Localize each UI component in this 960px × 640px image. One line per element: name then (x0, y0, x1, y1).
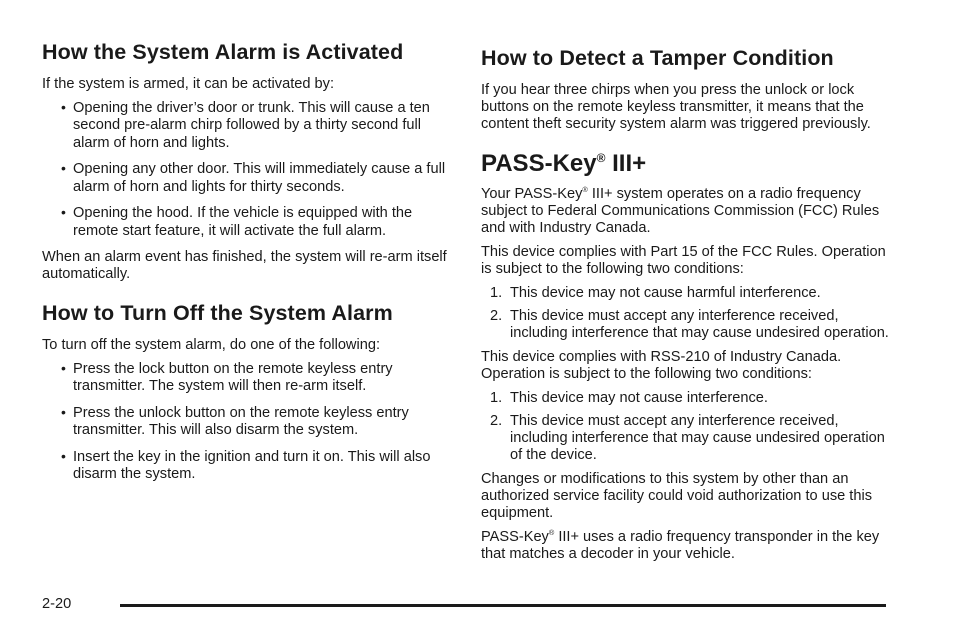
list-item-text: This device may not cause harmful interference. (510, 285, 821, 302)
section-heading-turn-off-alarm: How to Turn Off the System Alarm (42, 301, 393, 326)
section-heading-pass-key (481, 151, 891, 177)
registered-mark: ® (582, 185, 588, 195)
list-item: • Opening the hood. If the vehicle is equipped with the remote start feature, it will activate the full alarm. (42, 205, 450, 240)
text-span: PASS-Key (481, 529, 549, 546)
paragraph-activation-intro: If the system is armed, it can be activated by: (42, 75, 335, 92)
list-item-text: This device must accept any interference received, including interference that may cause undesired operation of the device. (510, 413, 885, 464)
text-span: Your PASS-Key (481, 186, 583, 203)
list-number: 1. (490, 390, 503, 407)
numbered-list-fcc (481, 285, 891, 342)
paragraph-turn-off-intro: To turn off the system alarm, do one of the following: (42, 336, 380, 353)
section-heading-alarm-activated: How the System Alarm is Activated (42, 40, 404, 64)
paragraph-tamper: If you hear three chirps when you press the unlock or lock buttons on the remote keyless transmitter, it means that the content theft security system alarm was triggered previously. (481, 81, 871, 132)
paragraph-pass-key-intro (481, 186, 891, 237)
paragraph-modifications: Changes or modifications to this system by other than an authorized service facility could void authorization to use this equipment. (481, 471, 872, 522)
registered-mark: ® (548, 528, 555, 538)
list-item-text: This device must accept any interference received, including interference that may cause undesired operation. (510, 308, 889, 342)
text-span: III+ uses a radio frequency transponder in the key that matches a decoder in your vehicle. (481, 529, 880, 563)
list-item (481, 285, 891, 302)
list-item (481, 390, 891, 407)
list-number: 1. (490, 285, 503, 302)
bullet-list-turn-off (42, 361, 450, 484)
list-item: • Opening any other door. This will immediately cause a full alarm of horn and lights for thirty seconds. (42, 161, 450, 196)
numbered-list-rss (481, 390, 891, 464)
heading-text: PASS-Key (481, 149, 597, 177)
right-column (481, 40, 891, 570)
list-item (481, 308, 891, 342)
list-number: 2. (490, 413, 503, 430)
list-item: • Insert the key in the ignition and turn it on. This will also disarm the system. (42, 449, 450, 484)
registered-mark: ® (596, 150, 606, 165)
paragraph-rss: This device complies with RSS-210 of Industry Canada. Operation is subject to the following two conditions: (481, 349, 842, 383)
page-number: 2-20 (42, 596, 72, 612)
paragraph-fcc: This device complies with Part 15 of the FCC Rules. Operation is subject to the following two conditions: (481, 244, 886, 278)
list-item (481, 413, 891, 464)
left-column (42, 40, 450, 493)
bullet-list-activation (42, 100, 450, 241)
heading-text: III+ (605, 149, 647, 177)
paragraph-rearm: When an alarm event has finished, the system will re-arm itself automatically. (42, 249, 447, 283)
section-heading-tamper-condition: How to Detect a Tamper Condition (481, 46, 834, 70)
list-number: 2. (490, 308, 503, 325)
list-item: • Opening the driver’s door or trunk. This will cause a ten second pre-alarm chirp followed by a thirty second full alarm of horn and lights. (42, 100, 450, 153)
text-span: III+ system operates on a radio frequency subject to Federal Communications Commission (FCC) Rules and with Industry Canada. (481, 186, 880, 237)
paragraph-transponder (481, 529, 891, 563)
list-item: • Press the unlock button on the remote keyless entry transmitter. This will also disarm the system. (42, 405, 450, 440)
list-item: • Press the lock button on the remote keyless entry transmitter. The system will then re-arm itself. (42, 361, 450, 396)
footer-rule (120, 604, 886, 607)
list-item-text: This device may not cause interference. (510, 390, 768, 407)
